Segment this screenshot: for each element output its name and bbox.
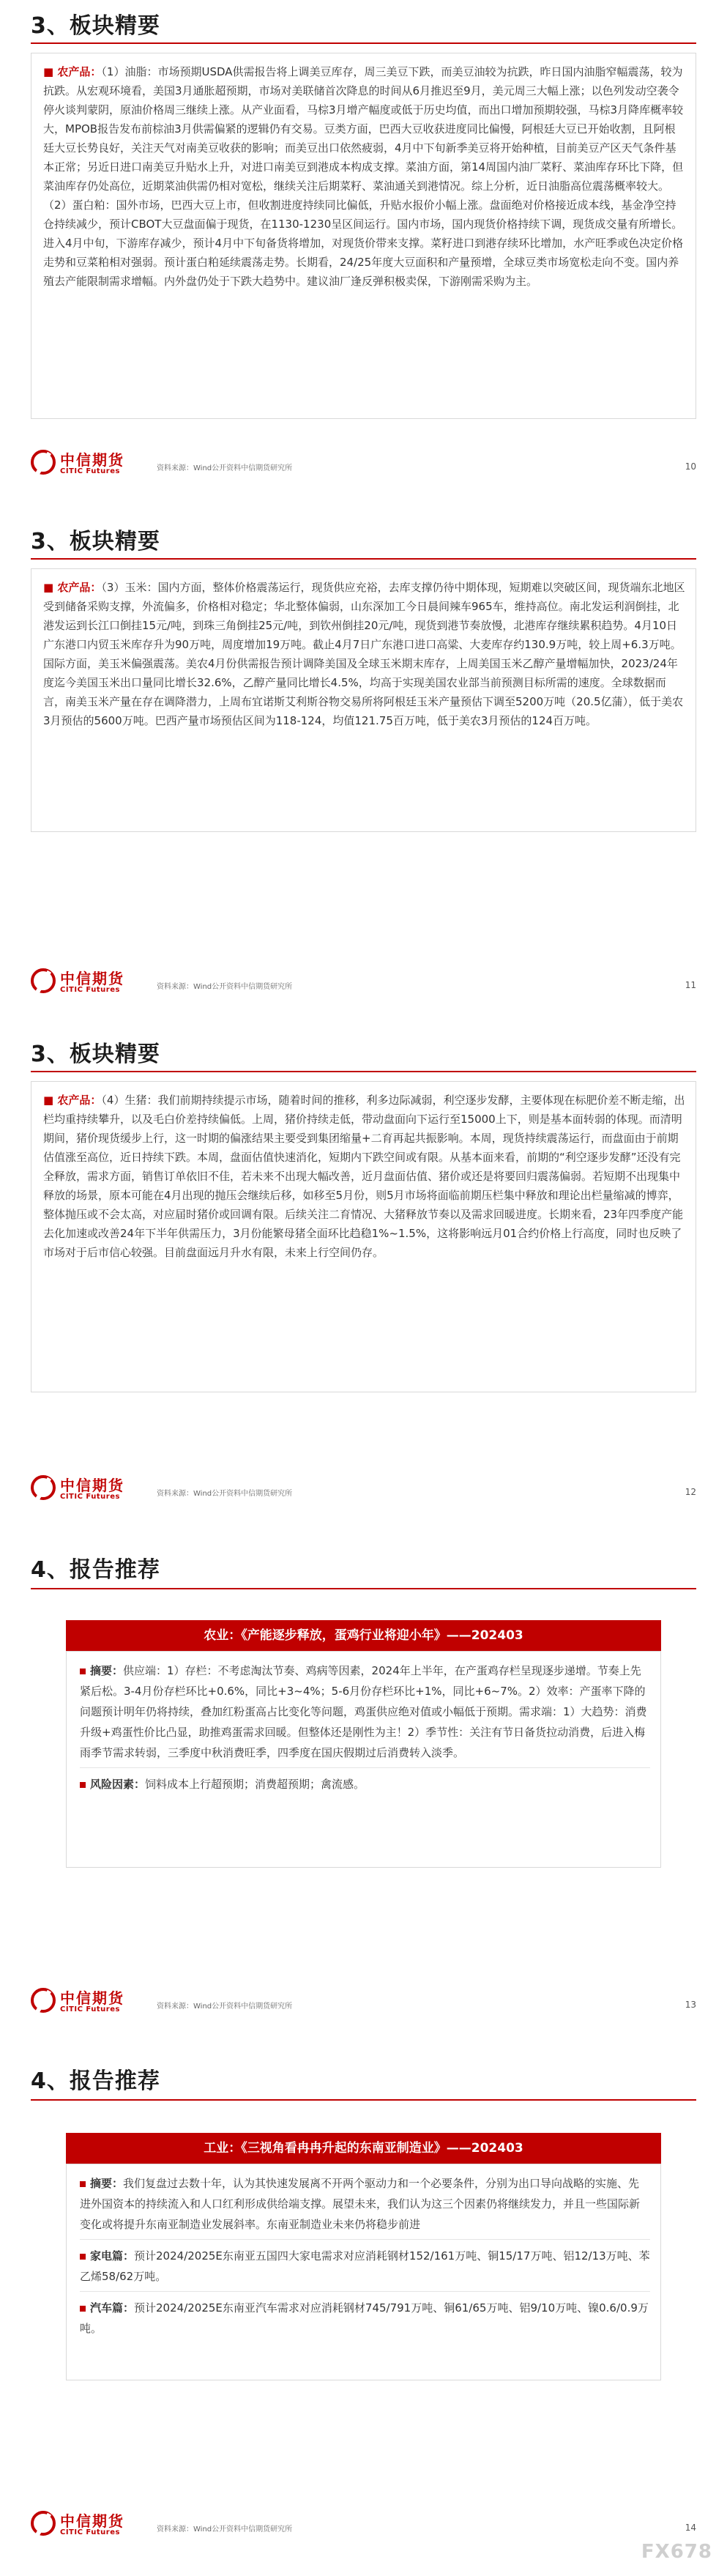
bullet-icon: ■ <box>43 65 58 78</box>
logo-en-text: CITIC Futures <box>60 986 120 994</box>
title-underline <box>31 2099 696 2101</box>
report-title-banner: 农业：《产能逐步释放，蛋鸡行业将迎小年》——202403 <box>66 1620 661 1651</box>
page-number: 12 <box>685 1487 696 1497</box>
summary-label: 摘要： <box>90 2177 124 2190</box>
slide-11 <box>0 513 727 1025</box>
title-underline <box>31 1071 696 1072</box>
report-summary-box <box>66 1651 661 1868</box>
page-number: 13 <box>685 2000 696 2010</box>
slide-10 <box>0 0 727 513</box>
section-title: 4、报告推荐 <box>31 2068 160 2094</box>
body-text: （1）油脂：市场预期USDA供需报告将上调美豆库存，周三美豆下跌，而美豆油较为抗跌，昨日国内油脂窄幅震荡，较为抗跌。从宏观环境看，美国3月通胀超预期，市场对美联储首次降息的时间从6月推迟至9月，美元周三大幅上涨；以色列发动空袭令停火谈判蒙阴，原油价格周三继续上涨。从产业面看，马棕3月增产幅度或低于历史均值，而出口增加预期较强，马棕3月降库概率较大，MPOB报告发布前棕油3月供需偏紧的逻辑仍有交易。豆类方面，巴西大豆收获进度同比偏慢，阿根廷大豆已开始收割，且阿根廷大豆长势良好，关注天气对南美豆收获的影响；而美豆出口依然疲弱，4月中下旬新季美豆将开始种植，目前美豆产区天气条件基本正常；另近日进口南美豆升贴水上升，对进口南美豆到港成本构成支撑。菜油方面，第14周国内油厂菜籽、菜油库存环比下降，但菜油库存仍处高位，近期菜油供需仍相对宽松，继续关注后期菜籽、菜油通关到港情况。综上分析，近日油脂高位震荡概率较大。（2）蛋白粕：国外市场，巴西大豆上市，但收割进度持续同比偏低，升贴水报价小幅上涨。盘面绝对价格接近成本线，基金净空持仓持续减少，预计CBOT大豆盘面偏于现货，在1130-1230呈区间运行。国内市场，国内现货价格持续下调，现货成交量有所增长。进入4月中旬，下游库存减少，预计4月中下旬备货将增加，对现货价带来支撑。菜籽进口到港存续环比增加，水产旺季或色决定价格走势和豆菜粕相对强弱。预计蛋白粕延续震荡走势。长期看，24/25年度大豆面积和产量预增，全球豆类市场宽松走向不变。国内养殖去产能限制需求增幅。内外盘仍处于下跌大趋势中。建议油厂逢反弹积极卖保，下游刚需采购为主。 <box>43 65 684 288</box>
risk-text: 饲料成本上行超预期；消费超预期；禽流感。 <box>145 1778 365 1791</box>
bullet-icon: ■ <box>43 581 58 594</box>
source-note: 资料来源：Wind公开资料中信期货研究所 <box>157 2525 293 2534</box>
logo-en-text: CITIC Futures <box>60 2005 120 2013</box>
title-underline <box>31 558 696 560</box>
summary-label: 摘要： <box>90 1664 124 1677</box>
logo-en-text: CITIC Futures <box>60 467 120 475</box>
appliance-item <box>80 2246 650 2287</box>
appliance-text: 预计2024/2025E东南亚五国四大家电需求对应消耗钢材152/161万吨、铜15/17万吨、铝12/13万吨、苯乙烯58/62万吨。 <box>80 2249 650 2283</box>
citic-logo-icon <box>31 968 56 993</box>
category-label: 农产品： <box>57 65 102 78</box>
citic-logo <box>31 1474 148 1506</box>
category-label: 农产品： <box>57 581 102 594</box>
footer <box>31 1474 696 1506</box>
report-summary-box <box>66 2164 661 2380</box>
page-number: 14 <box>685 2523 696 2533</box>
citic-logo <box>31 2509 148 2542</box>
logo-cn-text: 中信期货 <box>60 970 124 987</box>
footer <box>31 967 696 999</box>
section-title: 3、板块精要 <box>31 13 160 39</box>
citic-logo <box>31 448 148 480</box>
page-number: 11 <box>685 980 696 990</box>
section-title: 3、板块精要 <box>31 1042 160 1067</box>
logo-en-text: CITIC Futures <box>60 2528 120 2536</box>
title-underline <box>31 1588 696 1589</box>
slide-12 <box>0 1025 727 1538</box>
logo-cn-text: 中信期货 <box>60 1477 124 1494</box>
bullet-icon: ■ <box>43 1094 58 1107</box>
footer <box>31 1986 696 2019</box>
slide-14 <box>0 2051 727 2576</box>
logo-cn-text: 中信期货 <box>60 1989 124 2007</box>
citic-logo <box>31 1986 148 2019</box>
risk-item <box>80 1774 650 1794</box>
footer <box>31 2509 696 2542</box>
citic-logo-icon <box>31 1988 56 2013</box>
category-label: 农产品： <box>57 1094 102 1107</box>
section-title: 4、报告推荐 <box>31 1557 160 1583</box>
auto-text: 预计2024/2025E东南亚汽车需求对应消耗钢材745/791万吨、铜61/65万吨、铝9/10万吨、镍0.6/0.9万吨。 <box>80 2301 649 2335</box>
source-note: 资料来源：Wind公开资料中信期货研究所 <box>157 2002 293 2011</box>
auto-item <box>80 2298 650 2339</box>
content-textbox <box>31 568 696 832</box>
risk-label: 风险因素： <box>90 1778 146 1791</box>
summary-text: 供应端：1）存栏：不考虑淘汰节奏、鸡病等因素，2024年上半年，在产蛋鸡存栏呈现逐步递增。节奏上先紧后松。3-4月份存栏环比+0.6%，同比+3~4%；5-6月份存栏环比+1%，同比+6~7%。2）效率：产蛋率下降的问题预计明年仍将持续，叠加红粉蛋高占比变化等问题，鸡蛋供应绝对值或小幅低于预期。需求端：1）大趋势：消费升级+鸡蛋性价比凸显，助推鸡蛋需求回暖。但整体还是刚性为主！2）季节性：关注有节日备货拉动消费，后进入梅雨季节需求转弱，三季度中秋消费旺季，四季度在国庆假期过后消费转入淡季。 <box>80 1664 647 1759</box>
citic-logo-icon <box>31 1475 56 1500</box>
body-text: （4）生猪：我们前期持续提示市场，随着时间的推移，利多边际减弱，利空逐步发酵，主要体现在标肥价差不断走缩，出栏均重持续攀升，以及毛白价差持续偏低。上周，猪价持续走低，带动盘面向下运行至15000上下，则是基本面转弱的体现。而清明期间，猪价现货缓步上行，这一时期的偏涨结果主要受到集团缩量+二育再起共振影响。本周，现货持续震荡运行，而盘面由于前期估值涨至高位，近日持续下跌。本周，盘面估值快速消化，短期内下跌空间或有限。从基本面来看，前期的“利空逐步发酵”还没有完全释放，需求方面，销售订单依旧不佳，若未来不出现大幅改善，近月盘面估值、猪价或还是将要回归震荡偏弱。若短期不出现集中释放的场景，原本可能在4月出现的抛压会继续后移，如移至5月份，则5月市场将面临前期压栏集中释放和理论出栏量缩减的博弈，整体抛压或不会太高，对应届时猪价或回调有限。后续关注二育情况、大猪释放节奏以及需求回暖进度。长期来看，23年四季度产能去化加速或改善24年下半年供需压力，3月份能繁母猪全面环比趋稳1%~1.5%，这将影响远月01合约价格上行高度，同时也反映了市场对于后市信心较强。目前盘面远月升水有限，未来上行空间仍存。 <box>43 1094 685 1259</box>
summary-text: 我们复盘过去数十年，认为其快速发展离不开两个驱动力和一个必要条件，分别为出口导向战略的实施、先进外国资本的持续流入和人口红利形成供给端支撑。展望未来，我们认为这三个因素仍将继续发力，并且一些国际新变化或将提升东南亚制造业发展斜率。东南亚制造业未来仍将稳步前进 <box>80 2177 641 2231</box>
section-title: 3、板块精要 <box>31 529 160 554</box>
square-bullet-icon <box>80 2181 86 2187</box>
summary-item <box>80 1660 650 1763</box>
auto-label: 汽车篇： <box>90 2301 135 2315</box>
citic-logo <box>31 967 148 999</box>
slide-13 <box>0 1538 727 2051</box>
square-bullet-icon <box>80 1669 86 1674</box>
watermark-text: FX678 <box>641 2541 712 2563</box>
divider <box>80 2291 650 2292</box>
citic-logo-icon <box>31 450 56 475</box>
divider <box>80 2239 650 2240</box>
square-bullet-icon <box>80 2306 86 2312</box>
divider <box>80 1767 650 1768</box>
source-note: 资料来源：Wind公开资料中信期货研究所 <box>157 464 293 472</box>
page-number: 10 <box>685 461 696 472</box>
square-bullet-icon <box>80 1782 86 1788</box>
summary-item <box>80 2173 650 2235</box>
citic-logo-icon <box>31 2511 56 2536</box>
report-title-banner: 工业：《三视角看冉冉升起的东南亚制造业》——202403 <box>66 2133 661 2164</box>
appliance-label: 家电篇： <box>90 2249 135 2263</box>
logo-en-text: CITIC Futures <box>60 1493 120 1501</box>
body-text: （3）玉米：国内方面，整体价格震荡运行，现货供应充裕，去库支撑仍待中期体现，短期难以突破区间，现货端东北地区受到储备采购支撑，外流偏多，价格相对稳定；华北整体偏弱，山东深加工今日晨间辣车965车，维持高位。南北发运利润倒挂，北港发运到长江口倒挂15元/吨，到珠三角倒挂25元/吨，到钦州倒挂20元/吨，现货到港节奏放慢，北港库存继续累积趋势。4月10日广东港口内贸玉米库存升为90万吨，周度增加19万吨。截止4月7日广东港口进口高粱、大麦库存约130.9万吨，较上周+6.3万吨。国际方面，美玉米偏强震荡。美农4月份供需报告预计调降美国及全球玉米期末库存，上周美国玉米乙醇产量增幅加快，2023/24年度迄今美国玉米出口量同比增长32.6%，乙醇产量同比增长4.5%，均高于实现美国农业部当前预测目标所需的速度。全球数据而言，南美玉米产量在存在调降潜力，上周布宜诺斯艾利斯谷物交易所将阿根廷玉米产量预估下调至5200万吨（20.5亿蒲），低于美农3月预估的5600万吨。巴西产量市场预估区间为118-124，均值121.75百万吨，低于美农3月预估的124百万吨。 <box>43 581 685 727</box>
logo-cn-text: 中信期货 <box>60 451 124 469</box>
title-underline <box>31 42 696 44</box>
square-bullet-icon <box>80 2254 86 2260</box>
source-note: 资料来源：Wind公开资料中信期货研究所 <box>157 983 293 991</box>
footer <box>31 448 696 480</box>
content-textbox <box>31 1081 696 1392</box>
content-textbox <box>31 53 696 419</box>
source-note: 资料来源：Wind公开资料中信期货研究所 <box>157 1490 293 1498</box>
logo-cn-text: 中信期货 <box>60 2512 124 2530</box>
